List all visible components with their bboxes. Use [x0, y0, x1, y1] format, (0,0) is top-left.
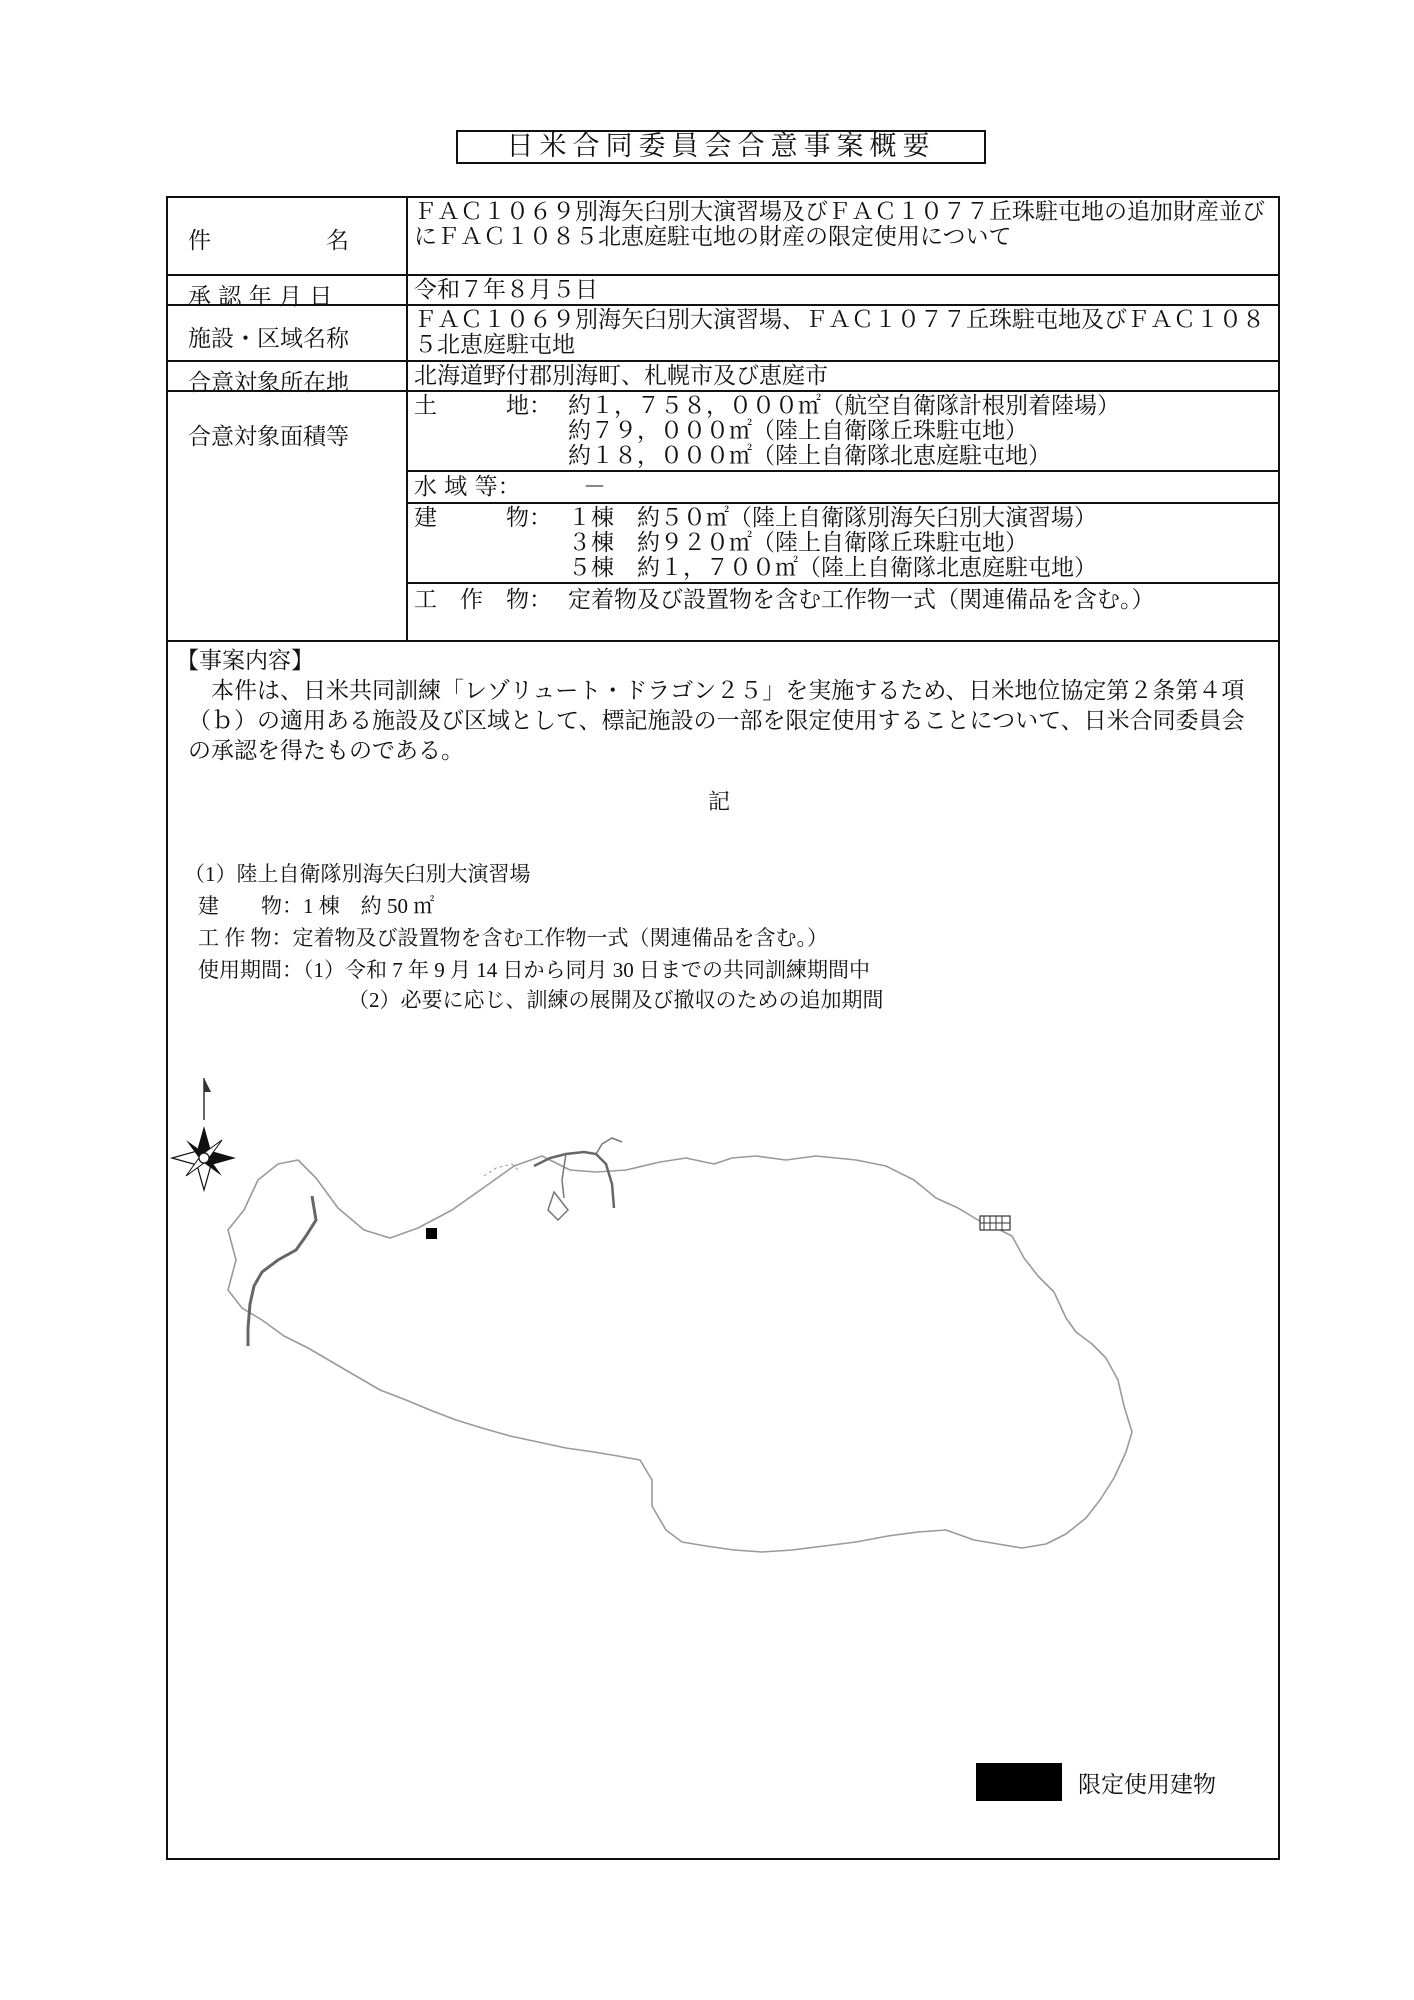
building-label: 建 物： — [414, 505, 552, 531]
value-location: 北海道野付郡別海町、札幌市及び恵庭市 — [414, 363, 828, 389]
sub-row-water — [408, 472, 1278, 504]
label-location: 合意対象所在地 — [188, 370, 349, 396]
land-line: 約１，７５８，０００㎡（航空自衛隊計根別着陸場） — [568, 393, 1120, 419]
row-location — [168, 362, 1278, 396]
label-approval-date: 承 認 年 月 日 — [188, 284, 333, 310]
content-paragraph: 本件は、日米共同訓練「レゾリュート・ドラゴン２５」を実施するため、日米地位協定第２条第４項（ｂ）の適用ある施設及び区域として、標記施設の一部を限定使用することについて、日米合同委員会の承認を得たものである。 — [188, 678, 1245, 764]
building-cluster-east — [980, 1216, 1010, 1230]
road-branch — [596, 1138, 622, 1154]
restricted-building-marker — [426, 1228, 437, 1239]
sub-row-land — [408, 392, 1278, 472]
water-value: － — [583, 474, 606, 500]
building-line: ３棟 約９２０㎡（陸上自衛隊丘珠駐屯地） — [568, 530, 1028, 556]
land-label: 土 地： — [414, 393, 552, 419]
content-heading: 【事案内容】 — [176, 648, 314, 674]
section1-period2: （2）必要に応じ、訓練の展開及び撤収のための追加期間 — [348, 988, 884, 1012]
compass-rose-icon — [172, 1078, 236, 1190]
works-value: 定着物及び設置物を含む工作物一式（関連備品を含む。） — [568, 587, 1155, 613]
legend-swatch — [976, 1763, 1062, 1801]
water-label: 水 域 等： — [414, 474, 521, 500]
page-title: 日米合同委員会合意事案概要 — [456, 130, 986, 164]
section1-period1: 使用期間：（1）令和 7 年 9 月 14 日から同月 30 日までの共同訓練期間中 — [198, 958, 870, 982]
works-label: 工 作 物： — [414, 587, 552, 613]
section1-building: 建 物：1 棟 約 50 ㎡ — [198, 894, 435, 918]
road-west — [248, 1196, 316, 1346]
label-cell — [168, 392, 408, 640]
label-facility: 施設・区域名称 — [188, 326, 349, 352]
legend-label: 限定使用建物 — [1078, 1772, 1216, 1798]
sub-row-building — [408, 504, 1278, 584]
label-cell — [168, 306, 408, 360]
land-line: 約１８，０００㎡（陸上自衛隊北恵庭駐屯地） — [568, 443, 1051, 469]
row-facility — [168, 306, 1278, 362]
section1-heading: （1）陸上自衛隊別海矢臼別大演習場 — [184, 862, 531, 886]
sub-row-works — [408, 584, 1278, 642]
value-facility: ＦＡＣ１０６９別海矢臼別大演習場、ＦＡＣ１０７７丘珠駐屯地及びＦＡＣ１０８５北恵庭駐屯地 — [414, 307, 1265, 358]
label-cell — [168, 276, 408, 310]
ki-label: 記 — [708, 789, 731, 814]
land-values — [568, 394, 1270, 469]
label-area: 合意対象面積等 — [188, 424, 349, 450]
building-line: ５棟 約１，７００㎡（陸上自衛隊北恵庭駐屯地） — [568, 555, 1097, 581]
building-line: １棟 約５０㎡（陸上自衛隊別海矢臼別大演習場） — [568, 505, 1097, 531]
site-map — [166, 1060, 1280, 1620]
row-approval-date — [168, 276, 1278, 310]
value-approval-date: 令和７年８月５日 — [414, 277, 598, 303]
row-area — [168, 392, 1278, 642]
row-subject — [168, 198, 1278, 276]
section1-works: 工 作 物：定着物及び設置物を含む工作物一式（関連備品を含む。） — [198, 926, 828, 950]
label-cell — [168, 198, 408, 274]
value-subject: ＦＡＣ１０６９別海矢臼別大演習場及びＦＡＣ１０７７丘珠駐屯地の追加財産並びにＦＡＣ１０８５北恵庭駐屯地の財産の限定使用について — [414, 199, 1265, 250]
land-line: 約７９，０００㎡（陸上自衛隊丘珠駐屯地） — [568, 418, 1028, 444]
road-center — [534, 1152, 614, 1208]
label-subject: 件 名 — [188, 228, 349, 254]
building-values — [568, 506, 1270, 581]
label-cell — [168, 362, 408, 396]
